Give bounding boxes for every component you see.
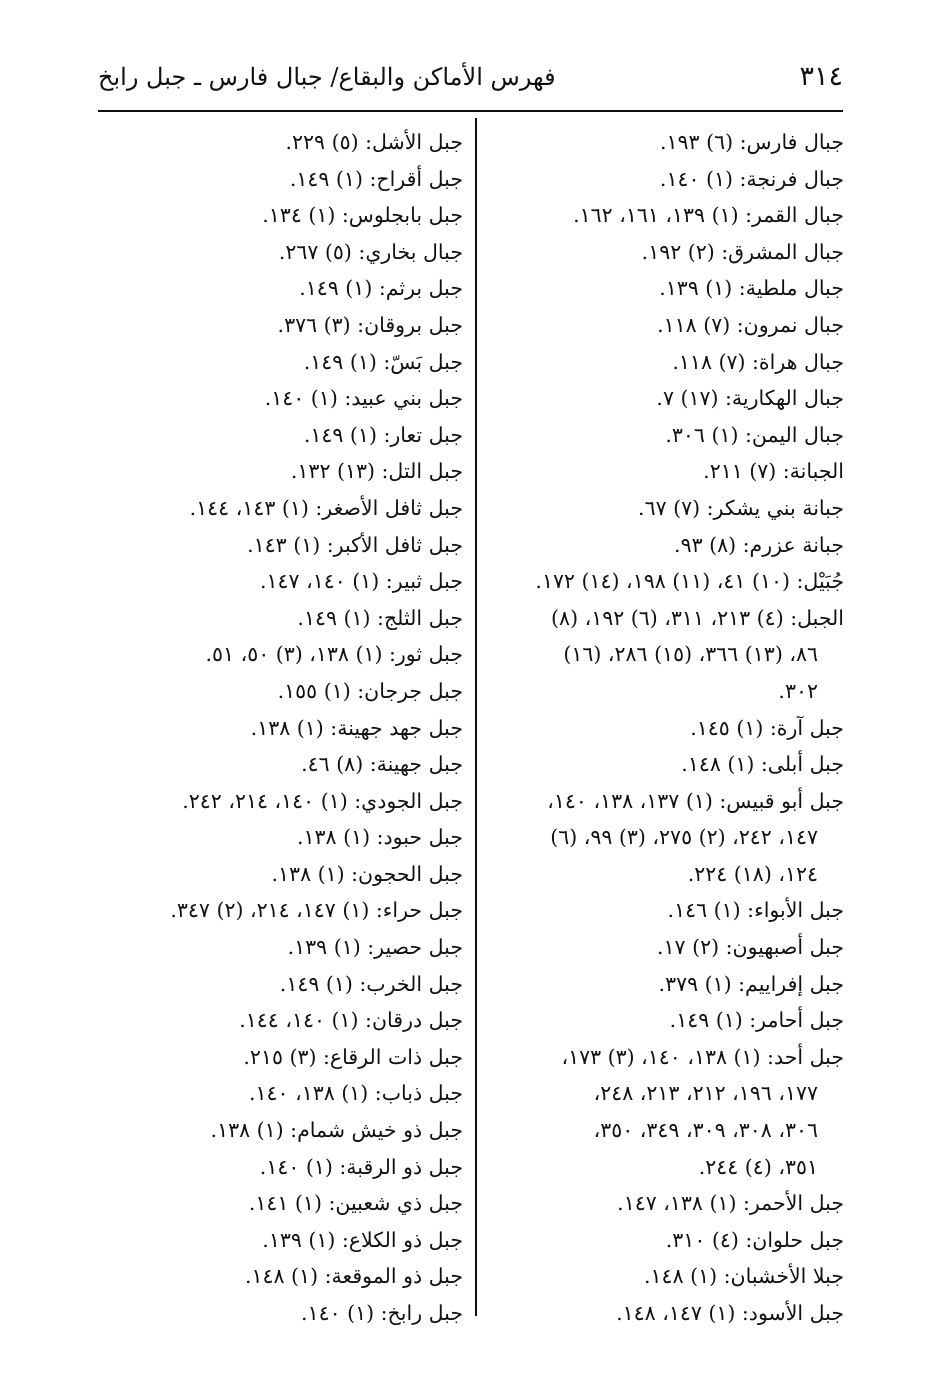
index-entry: جبل الأشل: (٥) ٢٢٩. — [285, 130, 463, 154]
index-entry: جبل حصير: (١) ١٣٩. — [287, 935, 463, 960]
index-entry: جبل بروقان: (٣) ٣٧٦. — [277, 312, 463, 337]
index-entry: جبل حبود: (١) ١٣٨. — [296, 825, 463, 850]
index-entry-continuation: ١٢٤، (١٨) ٢٢٤. — [687, 861, 818, 886]
index-entry: جبل ذباب: (١) ١٣٨، ١٤٠. — [249, 1081, 463, 1106]
index-column-right — [479, 124, 844, 1332]
index-entry: جبل بابجلوس: (١) ١٣٤. — [262, 203, 463, 228]
index-entry: جبل الأبواء: (١) ١٤٦. — [667, 898, 844, 923]
index-entry: جبل درقان: (١) ١٤٠، ١٤٤. — [239, 1008, 463, 1033]
index-entry: جبال بخاري: (٥) ٢٦٧. — [278, 239, 463, 264]
index-entry: جبل الأحمر: (١) ١٣٨، ١٤٧. — [617, 1191, 844, 1216]
index-entry: جبل بَسّ: (١) ١٤٩. — [303, 349, 463, 374]
index-entry: جُبَيْل: (١٠) ٤١، (١١) ١٩٨، (١٤) ١٧٢. — [535, 569, 844, 594]
index-entry: جبال المشرق: (٢) ١٩٢. — [641, 239, 844, 264]
index-entry: جبل حراء: (١) ١٤٧، ٢١٤، (٢) ٣٤٧. — [170, 898, 463, 923]
index-entry: جبلا الأخشبان: (١) ١٤٨. — [644, 1264, 844, 1289]
index-entry: جبال الهكارية: (١٧) ٧. — [656, 386, 844, 411]
index-entry-continuation: ٣٥١، (٤) ٢٤٤. — [698, 1154, 818, 1179]
index-entry: جبل أقراح: (١) ١٤٩. — [289, 166, 463, 191]
index-entry: جبانة عزرم: (٨) ٩٣. — [674, 532, 844, 557]
index-entry: جبل ذو الرقبة: (١) ١٤٠. — [259, 1154, 463, 1179]
index-entry: جبل ثافل الأكبر: (١) ١٤٣. — [247, 532, 463, 557]
index-entry: جبانة بني يشكر: (٧) ٦٧. — [638, 495, 844, 520]
index-entry-continuation: ٣٠٢. — [778, 678, 818, 703]
index-entry: جبل ذو الموقعة: (١) ١٤٨. — [244, 1264, 463, 1289]
column-divider — [475, 118, 477, 1316]
page-number: ٣١٤ — [799, 61, 843, 92]
index-entry-continuation: ٣٠٦، ٣٠٨، ٣٠٩، ٣٤٩، ٣٥٠، — [593, 1118, 818, 1143]
index-entry: جبل جهينة: (٨) ٤٦. — [301, 752, 463, 777]
index-entry: جبل أبلى: (١) ١٤٨. — [681, 752, 844, 777]
header-rule — [98, 110, 843, 112]
index-entry: جبال ملطية: (١) ١٣٩. — [659, 276, 844, 301]
running-title: فهرس الأماكن والبقاع/ جبال فارس ـ جبل رابخ — [98, 63, 556, 91]
index-entry: جبل ذي شعبين: (١) ١٤١. — [248, 1191, 463, 1216]
index-entry: جبل ذو الكلاع: (١) ١٣٩. — [262, 1227, 463, 1252]
index-entry: جبل حلوان: (٤) ٣١٠. — [665, 1227, 844, 1252]
index-entry: جبل ثور: (١) ١٣٨، (٣) ٥٠، ٥١. — [205, 642, 463, 667]
index-entry-continuation: ١٧٧، ١٩٦، ٢١٢، ٢١٣، ٢٤٨، — [593, 1081, 818, 1106]
index-entry: جبل جهد جهينة: (١) ١٣٨. — [250, 715, 463, 740]
index-entry: جبال اليمن: (١) ٣٠٦. — [665, 422, 844, 447]
index-entry: جبل أصبهيون: (٢) ١٧. — [657, 935, 844, 960]
index-entry: جبل التل: (١٣) ١٣٢. — [290, 459, 463, 484]
index-entry: جبل تعار: (١) ١٤٩. — [303, 422, 463, 447]
index-entry: جبال فارس: (٦) ١٩٣. — [659, 130, 844, 154]
index-entry: جبل ذو خيش شمام: (١) ١٣٨. — [210, 1118, 463, 1143]
page-header — [98, 56, 843, 102]
index-entry: جبل الخرب: (١) ١٤٩. — [279, 971, 463, 996]
index-entry: جبل أحامر: (١) ١٤٩. — [669, 1008, 844, 1033]
index-entry-continuation: ١٤٧، ٢٤٢، (٢) ٢٧٥، (٣) ٩٩، (٦) — [550, 825, 818, 850]
index-entry: جبال القمر: (١) ١٣٩، ١٦١، ١٦٢. — [573, 203, 844, 228]
index-column-left — [91, 124, 463, 1332]
index-entry: الجبانة: (٧) ٢١١. — [703, 459, 844, 484]
index-entry: الجبل: (٤) ٢١٣، ٣١١، (٦) ١٩٢، (٨) — [551, 605, 844, 630]
index-entry: جبل الأسود: (١) ١٤٧، ١٤٨. — [616, 1301, 844, 1325]
index-entry: جبل رابخ: (١) ١٤٠. — [301, 1301, 463, 1325]
index-entry: جبل أحد: (١) ١٣٨، ١٤٠، (٣) ١٧٣، — [561, 1044, 844, 1069]
index-entry: جبل ثبير: (١) ١٤٠، ١٤٧. — [259, 569, 463, 594]
index-entry: جبل آرة: (١) ١٤٥. — [690, 715, 844, 740]
index-entry: جبل ذات الرقاع: (٣) ٢١٥. — [243, 1044, 463, 1069]
index-entry: جبل أبو قبيس: (١) ١٣٧، ١٣٨، ١٤٠، — [547, 788, 844, 813]
index-entry: جبل بني عبيد: (١) ١٤٠. — [264, 386, 463, 411]
index-entry: جبال هراة: (٧) ١١٨. — [672, 349, 844, 374]
index-entry: جبل ثافل الأصغر: (١) ١٤٣، ١٤٤. — [189, 495, 463, 520]
index-entry: جبل الثلج: (١) ١٤٩. — [297, 605, 463, 630]
index-entry: جبال فرنجة: (١) ١٤٠. — [659, 166, 844, 191]
index-entry: جبل الجودي: (١) ١٤٠، ٢١٤، ٢٤٢. — [182, 788, 463, 813]
index-entry-continuation: ٨٦، (١٣) ٣٦٦، (١٥) ٢٨٦، (١٦) — [563, 642, 818, 667]
index-entry: جبال نمرون: (٧) ١١٨. — [657, 312, 844, 337]
index-entry: جبل جرجان: (١) ١٥٥. — [277, 678, 463, 703]
index-entry: جبل إفراييم: (١) ٣٧٩. — [658, 971, 844, 996]
index-entry: جبل الحجون: (١) ١٣٨. — [271, 861, 463, 886]
index-entry: جبل برثم: (١) ١٤٩. — [299, 276, 463, 301]
